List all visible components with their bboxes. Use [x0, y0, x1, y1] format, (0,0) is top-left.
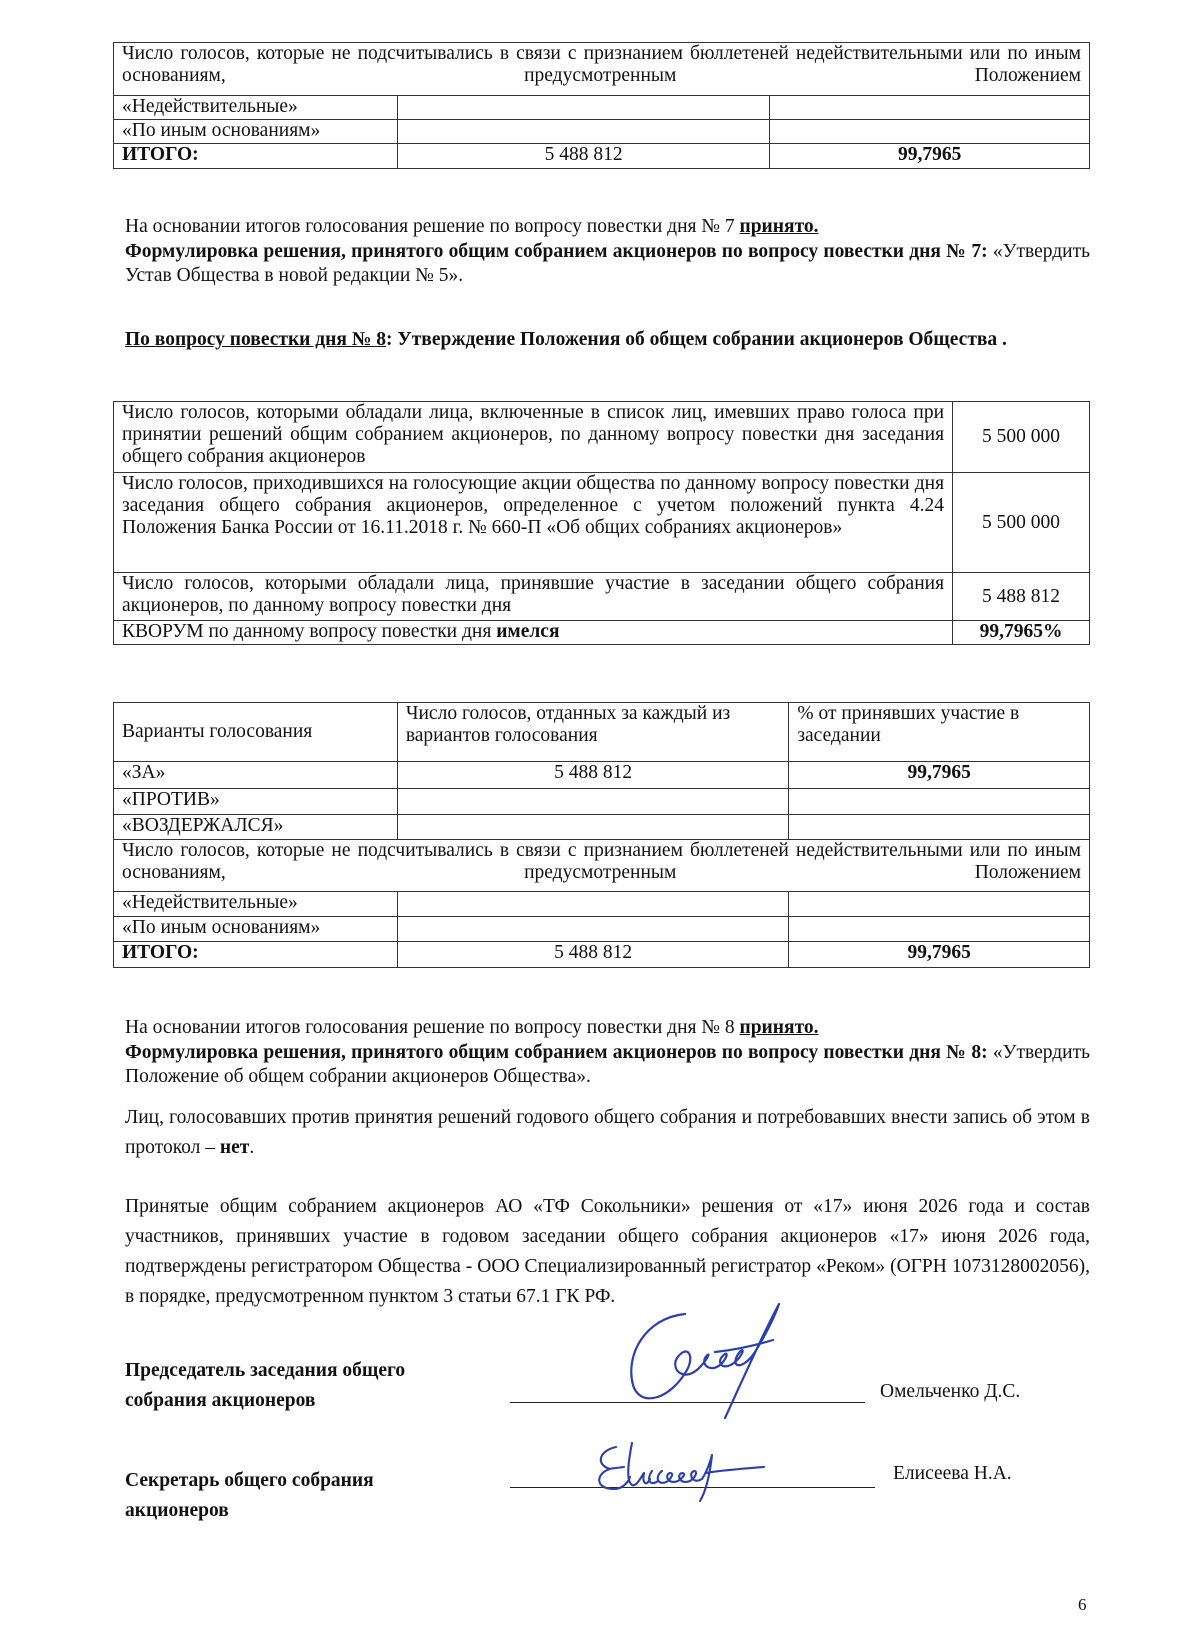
- q8-result-word: принято.: [739, 1017, 819, 1038]
- q8-header-option: Варианты голосования: [114, 703, 398, 762]
- q8-header-votes: Число голосов, отданных за каждый из вариантов голосования: [397, 703, 789, 762]
- q8-invalid-pct: [789, 892, 1090, 917]
- chair-signature: [615, 1300, 785, 1420]
- secretary-signature: [588, 1433, 768, 1503]
- q8-against-pct: [789, 789, 1090, 815]
- q8-invalid-votes: [397, 892, 789, 917]
- q8-for-label: «ЗА»: [114, 762, 398, 789]
- q7-invalid-label: «Недействительные»: [114, 96, 398, 120]
- q7-invalid-pct: [770, 96, 1090, 120]
- q8-quorum-row-label: Число голосов, которыми обладали лица, включенные в список лиц, имевших право голоса при принятии решений общим собранием акционеров, по данному вопросу повестки дня заседания общего собрания акционеров: [114, 402, 953, 473]
- q8-quorum-status: КВОРУМ по данному вопросу повестки дня имелся: [114, 621, 953, 645]
- q8-against-votes: [397, 789, 789, 815]
- q8-heading-label: По вопросу повестки дня № 8: [125, 329, 387, 350]
- q7-other-pct: [770, 120, 1090, 144]
- q8-for-pct: 99,7965: [789, 762, 1090, 789]
- q8-total-label: ИТОГО:: [114, 942, 398, 968]
- q8-quorum-row-label: Число голосов, приходившихся на голосующие акции общества по данному вопросу повестки дня заседания общего собрания акционеров, определенное с учетом положений пункта 4.24 Положения Банка России от 16.11.2018 г. № 660-П «Об общих собраниях акционеров»: [114, 473, 953, 573]
- q8-abstain-pct: [789, 815, 1090, 840]
- q8-for-votes: 5 488 812: [397, 762, 789, 789]
- q8-total-votes: 5 488 812: [397, 942, 789, 968]
- page-number: 6: [1078, 1595, 1087, 1614]
- q8-uncounted-note: Число голосов, которые не подсчитывались в связи с признанием бюллетеней недействительными или по иным основаниям, предусмотренным Положением: [114, 840, 1090, 892]
- q7-other-label: «По иным основаниям»: [114, 120, 398, 144]
- q8-invalid-label: «Недействительные»: [114, 892, 398, 917]
- q7-other-votes: [397, 120, 770, 144]
- q8-against-label: «ПРОТИВ»: [114, 789, 398, 815]
- q8-quorum-table: [113, 401, 1090, 645]
- q8-vote-table: [113, 702, 1090, 968]
- q8-result: На основании итогов голосования решение по вопросу повестки дня № 8 принято.: [125, 1017, 819, 1038]
- q8-abstain-label: «ВОЗДЕРЖАЛСЯ»: [114, 815, 398, 840]
- q7-result-word: принято.: [739, 216, 819, 237]
- q8-quorum-value: 99,7965%: [953, 621, 1090, 645]
- q8-heading: По вопросу повестки дня № 8: Утверждение Положения об общем собрании акционеров Общества .: [125, 329, 1007, 350]
- q7-uncounted-note: Число голосов, которые не подсчитывались в связи с признанием бюллетеней недействительными или по иным основаниям, предусмотренным Положением: [114, 43, 1090, 96]
- q8-quorum-row-label: Число голосов, которыми обладали лица, принявшие участие в заседании общего собрания акционеров, по данному вопросу повестки дня: [114, 573, 953, 621]
- q7-result: На основании итогов голосования решение по вопросу повестки дня № 7 принято.: [125, 216, 819, 237]
- q8-abstain-votes: [397, 815, 789, 840]
- q8-other-label: «По иным основаниям»: [114, 917, 398, 942]
- against-statement: Лиц, голосовавших против принятия решений годового общего собрания и потребовавших внести запись об этом в протокол – нет.: [125, 1107, 1090, 1158]
- q8-quorum-row-value: 5 488 812: [953, 573, 1090, 621]
- q7-formulation: Формулировка решения, принятого общим собранием акционеров по вопросу повестки дня № 7: «Утвердить Устав Общества в новой редакции № 5».: [125, 241, 1090, 286]
- q8-formulation: Формулировка решения, принятого общим собранием акционеров по вопросу повестки дня № 8: «Утвердить Положение об общем собрании акционеров Общества».: [125, 1042, 1090, 1087]
- q7-total-label: ИТОГО:: [114, 144, 398, 169]
- q8-quorum-row-value: 5 500 000: [953, 473, 1090, 573]
- q7-total-pct: 99,7965: [770, 144, 1090, 169]
- q8-total-pct: 99,7965: [789, 942, 1090, 968]
- q7-total-votes: 5 488 812: [397, 144, 770, 169]
- q8-other-pct: [789, 917, 1090, 942]
- chair-title: Председатель заседания общего собрания акционеров: [125, 1360, 406, 1411]
- q8-header-pct: % от принявших участие в заседании: [789, 703, 1090, 762]
- q8-quorum-row-value: 5 500 000: [953, 402, 1090, 473]
- chair-name: Омельченко Д.С.: [880, 1381, 1021, 1402]
- q7-invalid-votes: [397, 96, 770, 120]
- q8-other-votes: [397, 917, 789, 942]
- q7-vote-table-tail: [113, 42, 1090, 169]
- registrar-confirmation: Принятые общим собранием акционеров АО «ТФ Сокольники» решения от «17» июня 2026 года и состав участников, принявших участие в годовом заседании общего собрания акционеров «17» июня 2026 года, подтверждены регистратором Общества - ООО Специализированный регистратор «Реком» (ОГРН 1073128002056), в порядке, предусмотренном пунктом 3 статьи 67.1 ГК РФ.: [125, 1196, 1090, 1307]
- secretary-name: Елисеева Н.А.: [893, 1463, 1012, 1484]
- secretary-title: Секретарь общего собрания акционеров: [125, 1470, 374, 1521]
